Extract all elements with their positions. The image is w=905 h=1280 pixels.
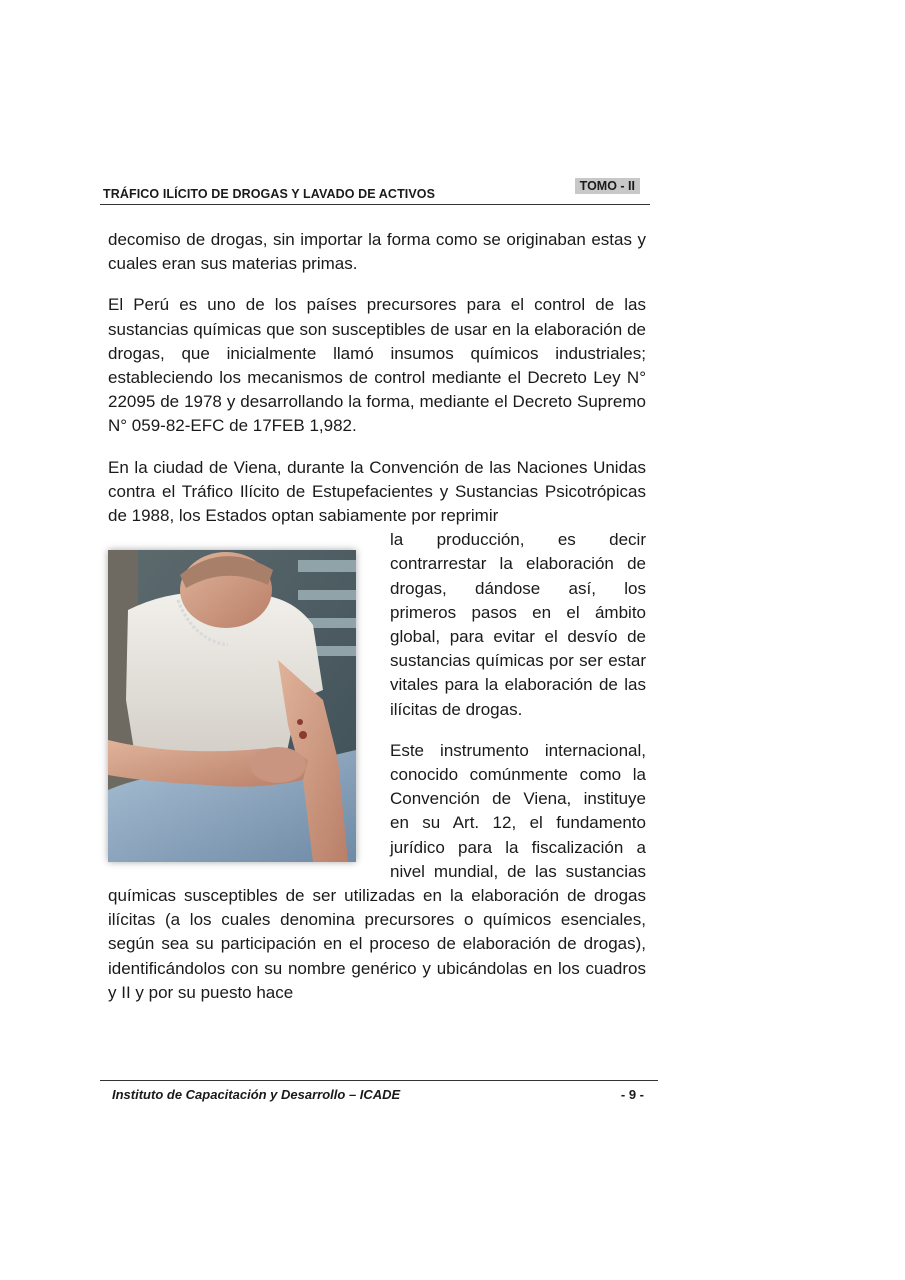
photo-person-injecting	[108, 550, 356, 862]
paragraph-2: El Perú es uno de los países precursores para el control de las sustancias químicas que son susceptibles de usar en la elaboración de drogas, que inicialmente llamó insumos químicos industriales; estableciendo los mecanismos de control mediante el Decreto Ley N° 22095 de 1978 y desarrollando la forma, mediante el Decreto Supremo N° 059-82-EFC de 17FEB 1,982.	[108, 295, 646, 436]
tomo-badge: TOMO - II	[575, 178, 640, 194]
photo-illustration	[108, 550, 356, 862]
page-footer	[100, 1080, 658, 1109]
paragraph-3-continued: la producción, es decir contrarrestar la elaboración de drogas, dándose así, los primeros pasos en el ámbito global, para evitar el desvío de sustancias químicas por ser estar vitales para la elaboración de las ilícitas de drogas.	[390, 530, 646, 719]
footer-institute: Instituto de Capacitación y Desarrollo – ICADE	[112, 1087, 401, 1102]
photo-container	[108, 528, 390, 883]
page-header	[100, 178, 650, 205]
paragraph-1: decomiso de drogas, sin importar la forma como se originaban estas y cuales eran sus materias primas.	[108, 230, 646, 274]
document-body	[108, 228, 646, 1022]
page-number: - 9 -	[620, 1087, 644, 1102]
paragraph-4: Este instrumento internacional, conocido comúnmente como la Convención de Viena, instituye en su Art. 12, el fundamento jurídico para la fiscalización a nivel mundial, de las sustancias químicas susceptibles de ser utilizadas en la elaboración de drogas ilícitas (a los cuales denomina precursores o químicos esenciales, según sea su participación en el proceso de elaboración de drogas), identificándolos con su nombre genérico y ubicándolas en los cuadros y II y por su puesto hace	[108, 740, 646, 1002]
header-title: TRÁFICO ILÍCITO DE DROGAS Y LAVADO DE ACTIVOS	[103, 187, 436, 201]
paragraph-3-lead: En la ciudad de Viena, durante la Convención de las Naciones Unidas contra el Tráfico Ilícito de Estupefacientes y Sustancias Psicotrópicas de 1988, los Estados optan sabiamente por reprimir	[108, 457, 646, 526]
